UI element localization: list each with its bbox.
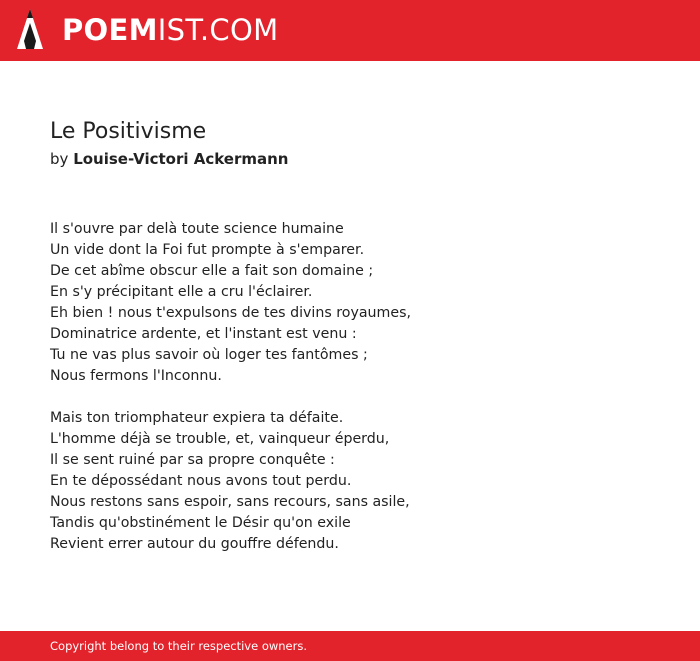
poem-title: Le Positivisme [50,119,207,144]
site-header [0,0,700,61]
logo-light-text: IST.COM [157,13,279,47]
copyright-text: Copyright belong to their respective owners. [50,639,308,653]
poem-line: Il se sent ruiné par sa propre conquête : [50,452,335,468]
poem-line: En te dépossédant nous avons tout perdu. [50,473,352,489]
poem-stanza [50,219,670,387]
poem-line: L'homme déjà se trouble, et, vainqueur éperdu, [50,431,390,447]
by-label: by [50,150,69,168]
site-logo[interactable] [62,12,278,48]
poem-line: Un vide dont la Foi fut prompte à s'emparer. [50,242,365,258]
poem-line: Tandis qu'obstinément le Désir qu'on exile [50,515,351,531]
poem-line: Revient errer autour du gouffre défendu. [50,536,339,552]
poem-line: Dominatrice ardente, et l'instant est venu : [50,326,357,342]
poem-stanza [50,408,670,555]
poem-line: De cet abîme obscur elle a fait son domaine ; [50,263,374,279]
poem-line: En s'y précipitant elle a cru l'éclairer. [50,284,313,300]
poem-byline [50,149,288,169]
author-name[interactable]: Louise-Victori Ackermann [73,150,289,168]
poem-line: Nous fermons l'Inconnu. [50,368,222,384]
poem-line: Il s'ouvre par delà toute science humaine [50,221,344,237]
pencil-icon [17,9,43,53]
poem-line: Mais ton triomphateur expiera ta défaite. [50,410,344,426]
logo-bold-text: POEM [62,13,158,47]
poem-line: Nous restons sans espoir, sans recours, sans asile, [50,494,410,510]
poem-body [50,219,670,576]
poem-line: Eh bien ! nous t'expulsons de tes divins royaumes, [50,305,411,321]
poem-line: Tu ne vas plus savoir où loger tes fantômes ; [50,347,368,363]
site-footer [0,631,700,661]
